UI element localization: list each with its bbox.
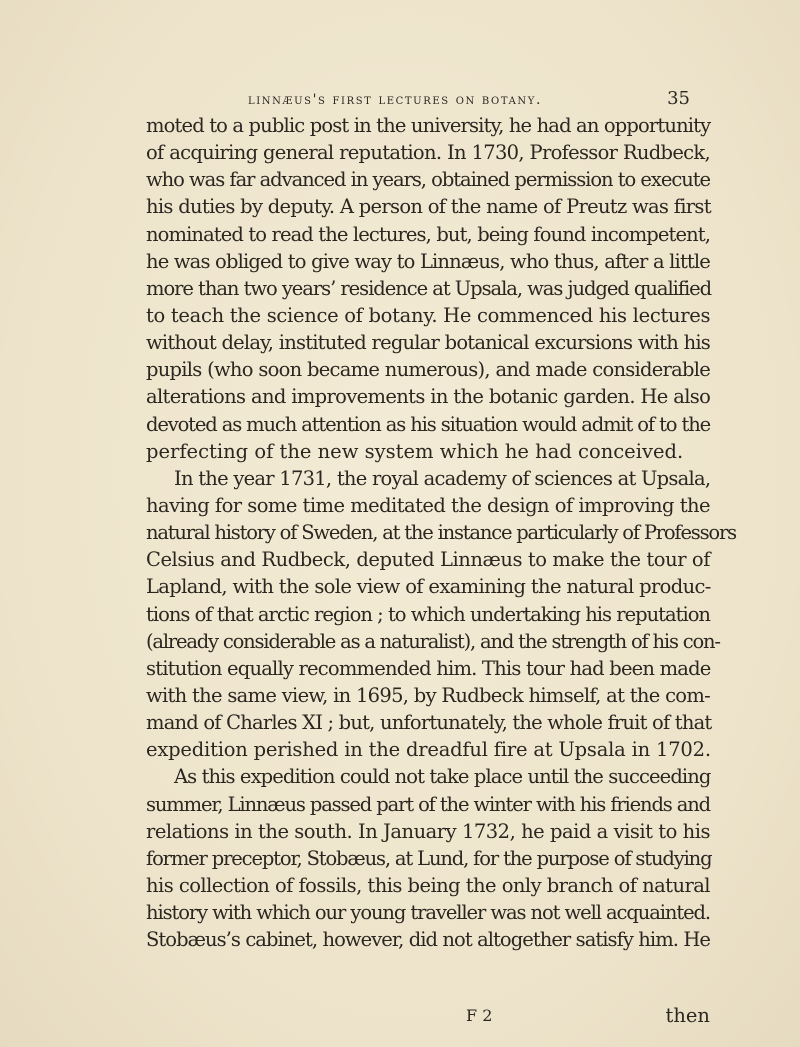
running-head: linnæus's first lectures on botany. [247, 92, 542, 108]
text-line: former preceptor, Stobæus, at Lund, for the purpose of studying [146, 846, 712, 870]
text-line: he was obliged to give way to Linnæus, who thus, after a little [146, 249, 710, 273]
text-line: his duties by deputy. A person of the name of Preutz was first [146, 195, 711, 219]
text-line: As this expedition could not take place until the succeeding [174, 765, 711, 789]
text-line: summer, Linnæus passed part of the winter with his friends and [146, 792, 710, 816]
text-line: Lapland, with the sole view of examining the natural produc- [146, 575, 711, 599]
text-line: pupils (who soon became numerous), and made considerable [146, 358, 710, 382]
text-line: to teach the science of botany. He commenced his lectures [146, 303, 711, 327]
text-line: moted to a public post in the university, he had an opportunity [146, 114, 711, 137]
text-line: relations in the south. In January 1732, he paid a visit to his [146, 819, 710, 843]
text-line: perfecting of the new system which he had conceived. [146, 439, 684, 463]
page-number: 35 [667, 88, 690, 109]
text-line: who was far advanced in years, obtained permission to execute [146, 168, 710, 192]
text-line: expedition perished in the dreadful fire at Upsala in 1702. [146, 738, 711, 762]
text-line: devoted as much attention as his situation would admit of to the [146, 412, 710, 436]
text-line: In the year 1731, the royal academy of sciences at Upsala, [174, 466, 711, 490]
body-text [146, 112, 736, 953]
text-line: natural history of Sweden, at the instance particularly of Professors [146, 521, 736, 545]
text-line: having for some time meditated the design of improving the [146, 493, 710, 517]
text-line: alterations and improvements in the botanic garden. He also [146, 385, 711, 409]
text-line: (already considerable as a naturalist), and the strength of his con- [146, 629, 720, 653]
text-line: without delay, instituted regular botanical excursions with his [146, 331, 710, 355]
text-line: Celsius and Rudbeck, deputed Linnæus to make the tour of [146, 548, 710, 572]
text-line: with the same view, in 1695, by Rudbeck himself, at the com- [146, 683, 711, 707]
catchword: then [665, 1004, 710, 1027]
text-line: his collection of fossils, this being the only branch of natural [146, 873, 710, 897]
text-line: nominated to read the lectures, but, being found incompetent, [146, 222, 710, 246]
signature-mark: F 2 [466, 1006, 493, 1025]
page-footer [146, 1002, 710, 1029]
text-line: history with which our young traveller was not well acquainted. [146, 901, 710, 925]
text-line: stitution equally recommended him. This tour had been made [146, 656, 711, 680]
text-line: more than two years’ residence at Upsala, was judged qualified [146, 276, 712, 300]
text-line: Stobæus’s cabinet, however, did not altogether satisfy him. He [146, 928, 710, 952]
text-line: mand of Charles XI ; but, unfortunately, the whole fruit of that [146, 711, 712, 735]
text-line: tions of that arctic region ; to which undertaking his reputation [146, 602, 710, 626]
text-line: of acquiring general reputation. In 1730, Professor Rudbeck, [146, 141, 710, 165]
